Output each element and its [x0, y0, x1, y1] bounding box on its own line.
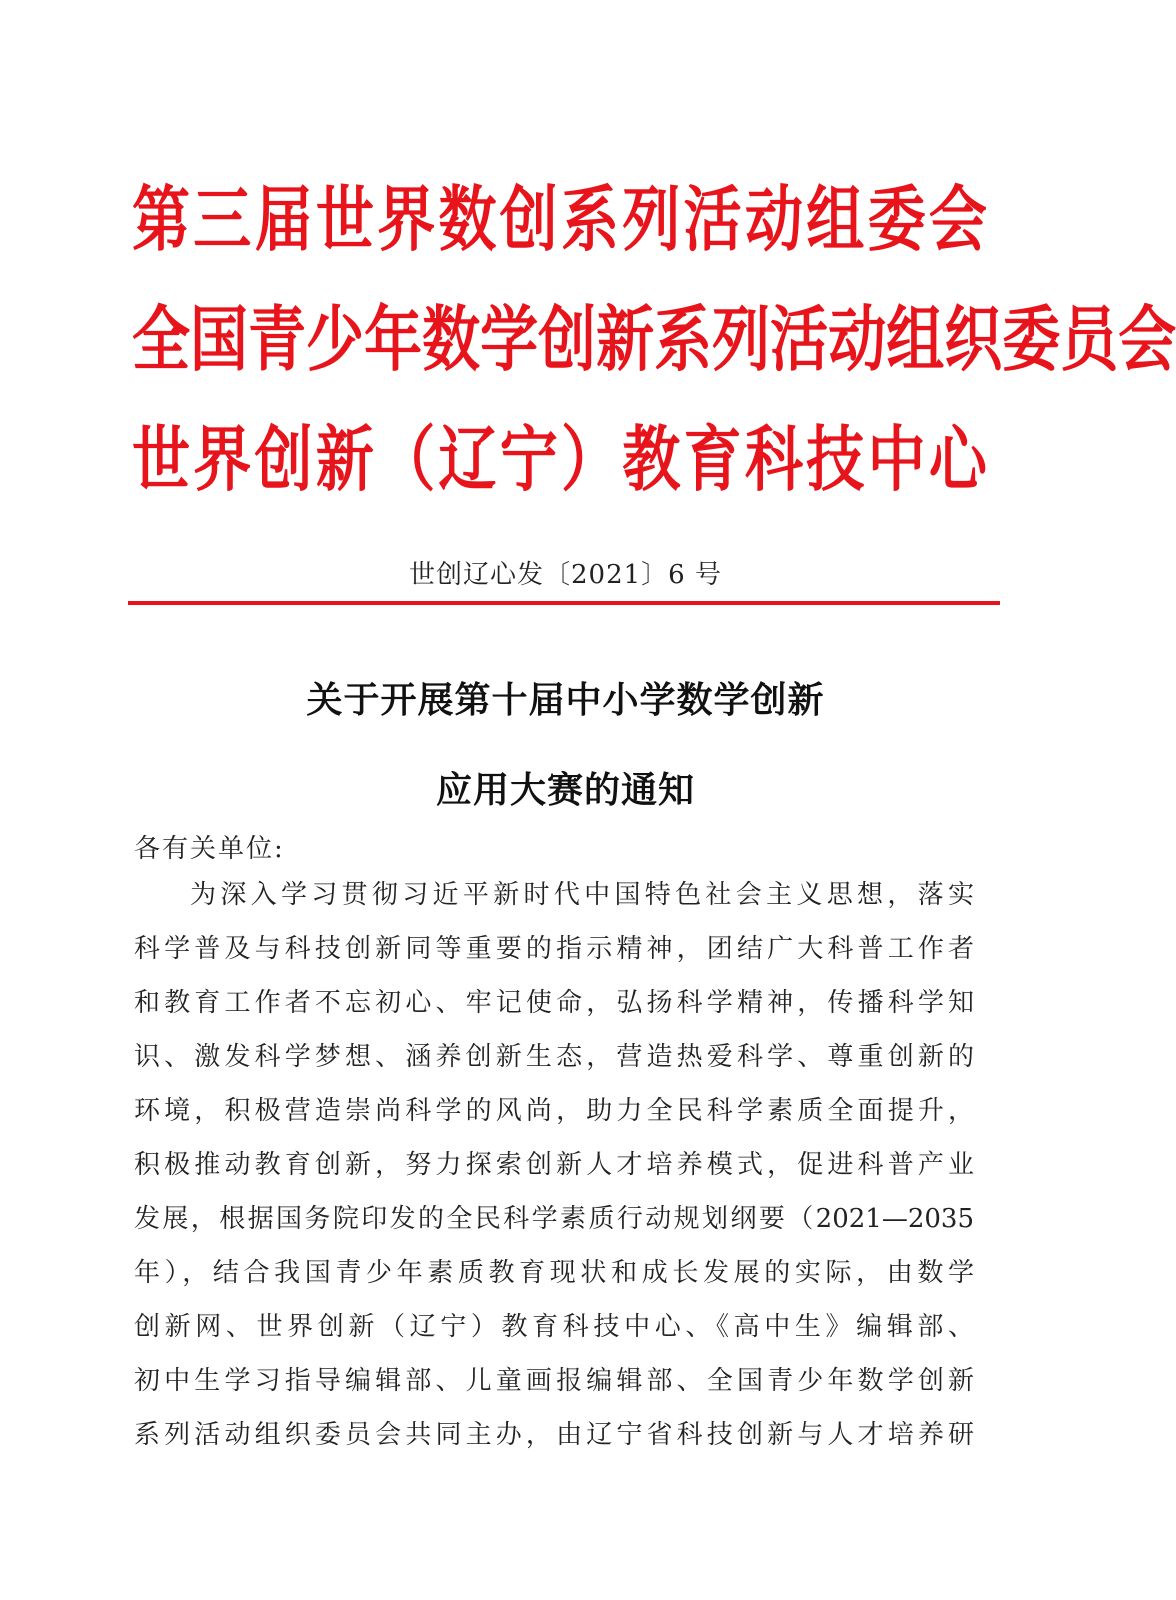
body-text-line: 初中生学习指导编辑部、儿童画报编辑部、全国青少年数学创新: [134, 1366, 974, 1396]
body-text-line: 识、激发科学梦想、涵养创新生态，营造热爱科学、尊重创新的: [134, 1042, 974, 1072]
body-text-line: 创新网、世界创新（辽宁）教育科技中心、《高中生》编辑部、: [134, 1312, 974, 1342]
org-name-line-1: 第 三 届 世 界 数 创 系 列 活 动 组 委 会: [132, 177, 987, 261]
body-text-line: 环境，积极营造崇尚科学的风尚，助力全民科学素质全面提升，: [134, 1096, 974, 1126]
org-name-line-2: 全 国 青 少 年 数 学 创 新 系 列 活 动 组 织 委 员 会: [132, 297, 1176, 381]
body-text-line: 科学普及与科技创新同等重要的指示精神，团结广大科普工作者: [134, 934, 974, 964]
body-text-line: 和教育工作者不忘初心、牢记使命，弘扬科学精神，传播科学知: [134, 988, 974, 1018]
body-text-line: 为深入学习贯彻习近平新时代中国特色社会主义思想，落实: [190, 880, 974, 910]
body-text-line: 发展，根据国务院印发的全民科学素质行动规划纲要（2021—2035: [134, 1204, 974, 1234]
notice-title-line-2: 应用大赛的通知: [435, 769, 695, 811]
notice-title-line-1: 关于开展第十届中小学数学创新: [306, 679, 825, 721]
body-text-line: 系列活动组织委员会共同主办，由辽宁省科技创新与人才培养研: [134, 1420, 974, 1450]
org-name-line-3: 世 界 创 新 （ 辽 宁 ） 教 育 科 技 中 心: [132, 417, 987, 501]
salutation: 各有关单位:: [134, 834, 285, 864]
document-number: 世创辽心发〔2021〕6 号: [409, 560, 722, 590]
body-text-line: 年），结合我国青少年素质教育现状和成长发展的实际，由数学: [134, 1258, 974, 1288]
red-divider-rule: [128, 601, 1000, 605]
body-text-line: 积极推动教育创新，努力探索创新人才培养模式，促进科普产业: [134, 1150, 974, 1180]
